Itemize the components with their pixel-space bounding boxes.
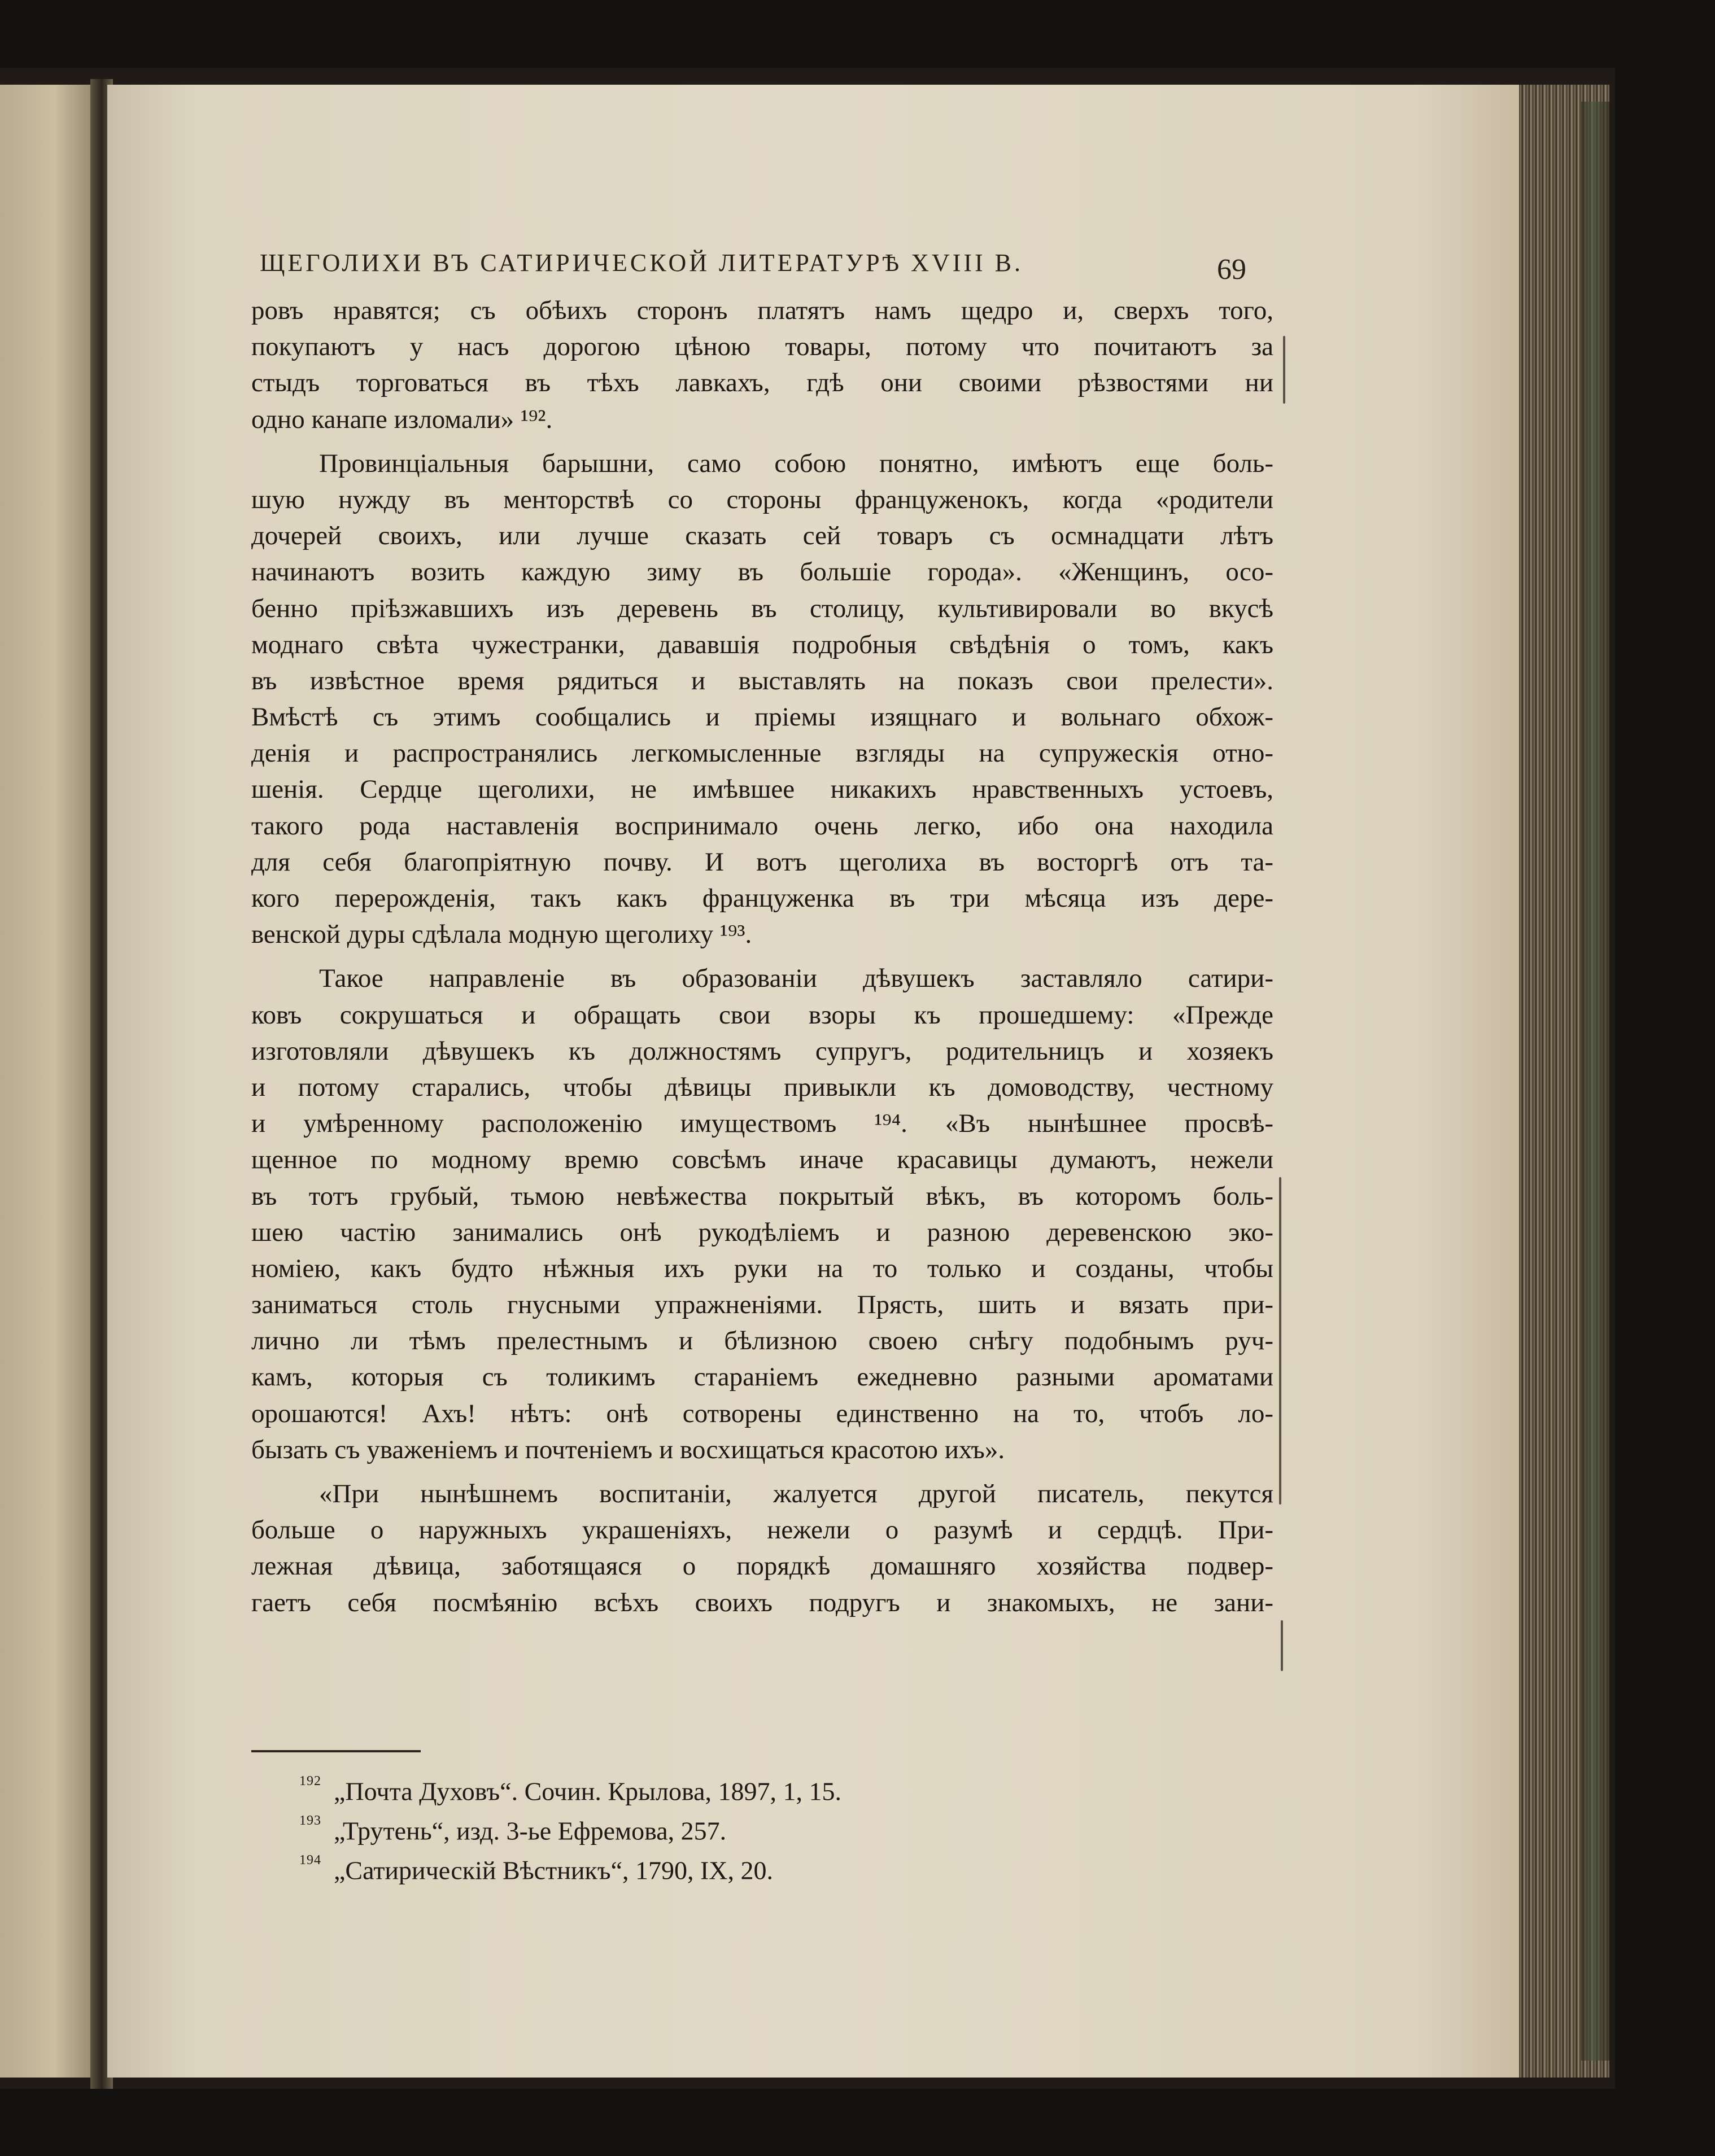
text-line: лично ли тѣмъ прелестнымъ и бѣлизною своею снѣгу подобнымъ руч- <box>251 1326 1273 1356</box>
text-line: стыдъ торговаться въ тѣхъ лавкахъ, гдѣ они своими рѣзвостями ни <box>251 368 1273 398</box>
text-line: одно канапе изломали» ¹⁹². <box>251 404 553 434</box>
left-page-edge <box>0 85 99 2078</box>
text-line: ровъ нравятся; съ обѣихъ сторонъ платятъ намъ щедро и, сверхъ того, <box>251 296 1273 325</box>
text-line: венской дуры сдѣлала модную щеголиху ¹⁹³. <box>251 920 752 950</box>
running-head: ЩЕГОЛИХИ ВЪ САТИРИЧЕСКОЙ ЛИТЕРАТУРѢ XVIII В. <box>260 249 1024 277</box>
page-edges-band <box>1581 102 1609 2061</box>
body-text <box>251 292 1273 1621</box>
text-line: въ извѣстное время рядиться и выставлять на показъ свои прелести». <box>251 666 1273 696</box>
text-line: денія и распространялись легкомысленные взгляды на супружескія отно- <box>251 738 1273 768</box>
text-line: шею частію занимались онѣ рукодѣліемъ и разною деревенскою эко- <box>251 1217 1273 1247</box>
text-line: изготовляли дѣвушекъ къ должностямъ супругъ, родительницъ и хозяекъ <box>251 1036 1273 1066</box>
text-line: и умѣренному расположенію имуществомъ ¹⁹⁴. «Въ нынѣшнее просвѣ- <box>251 1109 1273 1139</box>
text-line: въ тотъ грубый, тьмою невѣжества покрытый вѣкъ, въ которомъ боль- <box>251 1181 1273 1211</box>
footnote-text: „Трутень“, изд. 3-ье Ефремова, 257. <box>334 1816 727 1845</box>
text-line: Вмѣстѣ съ этимъ сообщались и пріемы изящнаго и вольнаго обхож- <box>251 702 1273 732</box>
page-number: 69 <box>1217 253 1246 286</box>
text-line: камъ, которыя съ толикимъ стараніемъ ежедневно разными ароматами <box>251 1362 1273 1392</box>
text-line: шенія. Сердце щеголихи, не имѣвшее никакихъ нравственныхъ устоевъ, <box>251 775 1273 804</box>
text-line: лежная дѣвица, заботящаяся о порядкѣ домашняго хозяйства подвер- <box>251 1551 1273 1581</box>
margin-pencil-mark <box>1279 1177 1281 1505</box>
text-line: начинаютъ возить каждую зиму въ большіе города». «Женщинъ, осо- <box>251 557 1273 587</box>
footnote-number: 192 <box>299 1774 321 1788</box>
text-line: и потому старались, чтобы дѣвицы привыкли къ домоводству, честному <box>251 1072 1273 1102</box>
text-line: орошаются! Ахъ! нѣтъ: онѣ сотворены единственно на то, чтобъ ло- <box>251 1398 1273 1428</box>
text-line: «При нынѣшнемъ воспитаніи, жалуется другой писатель, пекутся <box>319 1479 1273 1508</box>
footnotes <box>299 1767 841 1886</box>
footnote <box>299 1846 841 1886</box>
text-line: бызать съ уваженіемъ и почтеніемъ и восхищаться красотою ихъ». <box>251 1435 1005 1464</box>
text-line: такого рода наставленія воспринимало очень легко, ибо она находила <box>251 811 1273 841</box>
text-line: заниматься столь гнусными упражненіями. Прясть, шить и вязать при- <box>251 1290 1273 1320</box>
margin-pencil-mark <box>1283 336 1285 404</box>
text-line: покупаютъ у насъ дорогою цѣною товары, потому что почитаютъ за <box>251 332 1273 362</box>
text-line: Такое направленіе въ образованіи дѣвушекъ заставляло сатири- <box>319 964 1273 994</box>
text-line: ковъ сокрушаться и обращать свои взоры къ прошедшему: «Прежде <box>251 1000 1273 1030</box>
footnote-number: 193 <box>299 1813 321 1828</box>
text-line: номіею, какъ будто нѣжныя ихъ руки на то только и созданы, чтобы <box>251 1253 1273 1283</box>
text-line: больше о наружныхъ украшеніяхъ, нежели о разумѣ и сердцѣ. При- <box>251 1515 1273 1545</box>
text-line: кого перерожденія, такъ какъ француженка въ три мѣсяца изъ дере- <box>251 884 1273 913</box>
footnote-text: „Почта Духовъ“. Сочин. Крылова, 1897, 1, 15. <box>334 1777 841 1806</box>
footnote <box>299 1807 841 1846</box>
text-line: щенное по модному времю совсѣмъ иначе красавицы думаютъ, нежели <box>251 1145 1273 1175</box>
text-line: дочерей своихъ, или лучше сказать сей товаръ съ осмнадцати лѣтъ <box>251 521 1273 551</box>
footnote <box>299 1767 841 1807</box>
text-line: шую нужду въ менторствѣ со стороны француженокъ, когда «родители <box>251 484 1273 514</box>
margin-pencil-mark <box>1281 1620 1283 1671</box>
footnote-text: „Сатирическій Вѣстникъ“, 1790, IX, 20. <box>334 1856 774 1885</box>
text-line: моднаго свѣта чужестранки, дававшія подробныя свѣдѣнія о томъ, какъ <box>251 629 1273 659</box>
footnote-rule <box>251 1750 421 1752</box>
text-line: для себя благопріятную почву. И вотъ щеголиха въ восторгѣ отъ та- <box>251 847 1273 877</box>
text-line: гаетъ себя посмѣянію всѣхъ своихъ подругъ и знакомыхъ, не зани- <box>251 1588 1273 1617</box>
footnote-number: 194 <box>299 1853 321 1868</box>
text-line: бенно пріѣзжавшихъ изъ деревень въ столицу, культивировали во вкусѣ <box>251 593 1273 623</box>
text-line: Провинціальныя барышни, само собою понятно, имѣютъ еще боль- <box>319 448 1273 478</box>
